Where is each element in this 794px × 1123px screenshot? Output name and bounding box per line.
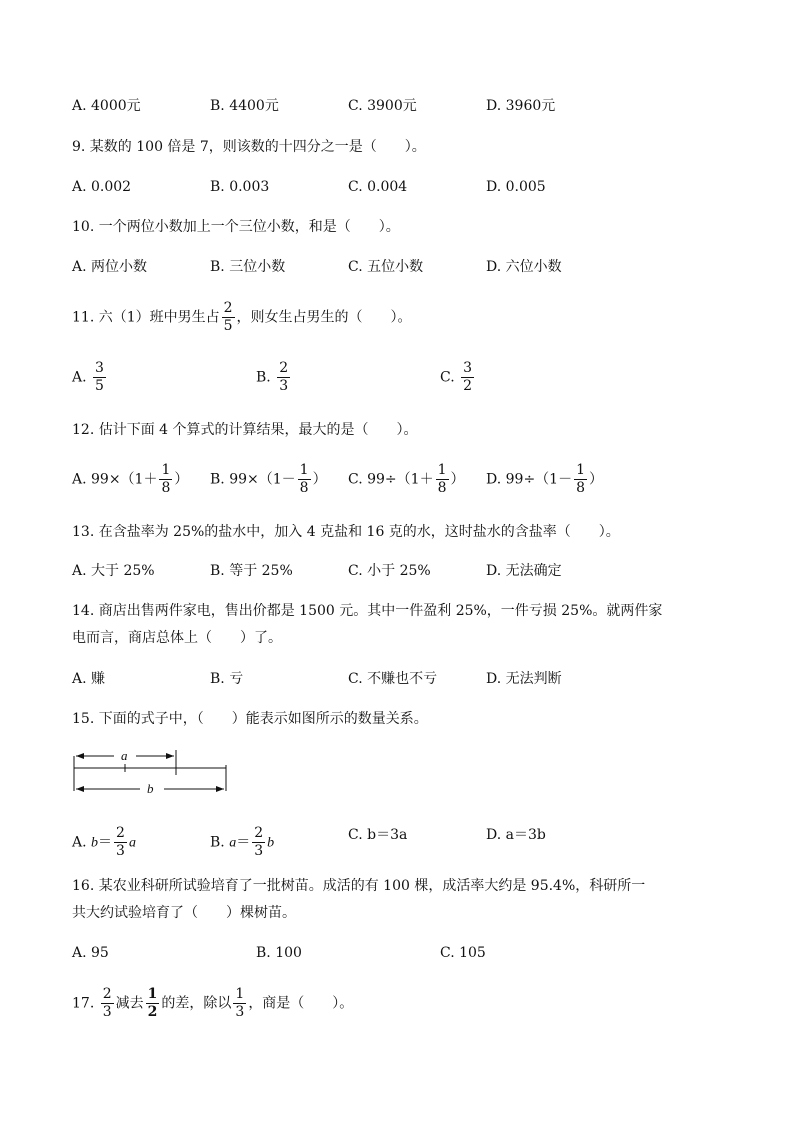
q10-option-a: A. 两位小数: [72, 259, 148, 275]
q13-stem: 13. 在含盐率为 25%的盐水中，加入 4 克盐和 16 克的水，这时盐水的含盐率（ ）。: [72, 524, 620, 540]
q17-fraction-3: [233, 986, 246, 1021]
q17-text-3: ，商是（ ）。: [248, 995, 354, 1012]
q13-option-c: C. 小于 25%: [348, 563, 431, 579]
q10-option-b: B. 三位小数: [210, 259, 286, 275]
fraction-denominator: 8: [161, 480, 171, 496]
fraction-numerator: 1: [299, 462, 309, 478]
option-fraction: [461, 360, 474, 395]
q15-option-a: [72, 825, 136, 860]
option-close: ）: [450, 471, 465, 488]
q11-stem: [72, 300, 412, 335]
option-label: D. 99÷（1－: [486, 471, 573, 488]
q17-text-2: 的差，除以: [161, 995, 232, 1012]
option-label: B.: [210, 834, 225, 851]
option-label: C. 99÷（1＋: [348, 471, 434, 488]
q12-option-a: [72, 462, 188, 497]
fraction-denominator: 3: [279, 378, 289, 394]
fraction-denominator: 2: [147, 1004, 158, 1020]
fraction-numerator: 2: [279, 360, 289, 376]
q10-option-c: C. 五位小数: [348, 259, 424, 275]
option-fraction: [93, 360, 106, 395]
option-fraction: [159, 462, 172, 497]
q14-option-b: B. 亏: [210, 671, 244, 687]
q16-option-c: C. 105: [440, 945, 486, 961]
q10-stem: 10. 一个两位小数加上一个三位小数，和是（ ）。: [72, 219, 400, 235]
option-lhs: b: [91, 835, 99, 851]
q13-option-d: D. 无法确定: [486, 563, 562, 579]
fraction-numerator: 1: [576, 462, 585, 478]
q15-line-diagram: [68, 745, 233, 801]
option-lhs: a: [229, 835, 237, 851]
q8-option-b: B. 4400元: [210, 98, 279, 114]
diagram-label-a: a: [121, 748, 128, 763]
q8-option-a: A. 4000元: [72, 98, 141, 114]
q14-stem-line2: 电而言，商店总体上（ ）了。: [72, 630, 282, 646]
option-eq: ＝: [236, 834, 251, 851]
option-label: C.: [440, 369, 455, 386]
option-fraction: [277, 360, 290, 395]
option-fraction: [436, 462, 449, 497]
fraction-denominator: 8: [299, 480, 309, 496]
option-fraction: [114, 825, 127, 860]
q16-option-b: B. 100: [256, 945, 302, 961]
q9-option-d: D. 0.005: [486, 179, 546, 195]
q17-stem: [72, 986, 353, 1021]
option-fraction: [252, 825, 265, 860]
fraction-denominator: 3: [235, 1004, 245, 1020]
q11-option-b: [256, 360, 292, 395]
q17-prefix: 17.: [72, 995, 95, 1012]
q8-option-c: C. 3900元: [348, 98, 417, 114]
fraction-denominator: 5: [95, 378, 104, 394]
q8-option-d: D. 3960元: [486, 98, 556, 114]
option-fraction: [574, 462, 587, 497]
option-label: B. 99×（1－: [210, 471, 296, 488]
fraction-denominator: 3: [102, 1004, 112, 1020]
q14-option-d: D. 无法判断: [486, 671, 562, 687]
q16-option-a: A. 95: [72, 945, 109, 961]
q9-option-b: B. 0.003: [210, 179, 270, 195]
option-fraction: [298, 462, 311, 497]
q15-stem: 15. 下面的式子中，（ ）能表示如图所示的数量关系。: [72, 711, 428, 727]
q15-option-c: C. b＝3a: [348, 827, 408, 843]
fraction-numerator: 2: [116, 825, 125, 841]
q17-fraction-1: [101, 986, 114, 1021]
q13-option-a: A. 大于 25%: [72, 563, 155, 579]
q14-option-a: A. 赚: [72, 671, 106, 687]
fraction-denominator: 2: [463, 378, 473, 394]
fraction-numerator: 3: [463, 360, 473, 376]
fraction-denominator: 8: [437, 480, 447, 496]
fraction-numerator: 3: [95, 360, 104, 376]
fraction-numerator: 1: [437, 462, 447, 478]
fraction-numerator: 2: [223, 300, 233, 316]
option-label: A.: [72, 369, 87, 386]
q13-option-b: B. 等于 25%: [210, 563, 293, 579]
q17-fraction-2: [146, 986, 160, 1021]
option-label: A.: [72, 834, 87, 851]
option-close: ）: [174, 471, 189, 488]
fraction-denominator: 3: [116, 843, 125, 859]
option-rhs: a: [128, 835, 136, 851]
q12-stem: 12. 估计下面 4 个算式的计算结果，最大的是（ ）。: [72, 422, 418, 438]
q15-option-d: D. a＝3b: [486, 827, 546, 843]
fraction-numerator: 2: [254, 825, 264, 841]
fraction-numerator: 1: [147, 986, 158, 1002]
q15-option-b: [210, 825, 274, 860]
q10-option-d: D. 六位小数: [486, 259, 562, 275]
q14-stem-line1: 14. 商店出售两件家电，售出价都是 1500 元。其中一件盈利 25%，一件亏损 25%。就两件家: [72, 603, 663, 619]
option-label: B.: [256, 369, 271, 386]
fraction-numerator: 1: [235, 986, 245, 1002]
q9-stem: 9. 某数的 100 倍是 7，则该数的十四分之一是（ ）。: [72, 139, 426, 155]
q12-option-d: [486, 462, 603, 497]
option-rhs: b: [267, 835, 275, 851]
q16-stem-line1: 16. 某农业科研所试验培育了一批树苗。成活的有 100 棵，成活率大约是 95.4%，科研所一: [72, 878, 646, 894]
q16-stem-line2: 共大约试验培育了（ ）棵树苗。: [72, 905, 296, 921]
diagram-label-b: b: [147, 781, 154, 796]
q17-text-1: 减去: [115, 995, 144, 1012]
option-eq: ＝: [98, 834, 113, 851]
fraction-numerator: 2: [102, 986, 112, 1002]
fraction-denominator: 5: [223, 318, 233, 334]
q11-option-a: [72, 360, 108, 395]
fraction-denominator: 3: [254, 843, 264, 859]
q9-option-c: C. 0.004: [348, 179, 408, 195]
option-close: ）: [589, 471, 603, 488]
q9-option-a: A. 0.002: [72, 179, 132, 195]
q12-option-b: [210, 462, 327, 497]
fraction-numerator: 1: [161, 462, 171, 478]
q14-option-c: C. 不赚也不亏: [348, 671, 438, 687]
fraction-denominator: 8: [576, 480, 585, 496]
option-label: A. 99×（1＋: [72, 471, 158, 488]
option-close: ）: [312, 471, 327, 488]
q11-stem-suffix: ，则女生占男生的（ ）。: [236, 309, 412, 326]
q11-option-c: [440, 360, 476, 395]
q12-option-c: [348, 462, 465, 497]
q11-stem-prefix: 11. 六（1）班中男生占: [72, 309, 220, 326]
q11-fraction: [222, 300, 235, 335]
